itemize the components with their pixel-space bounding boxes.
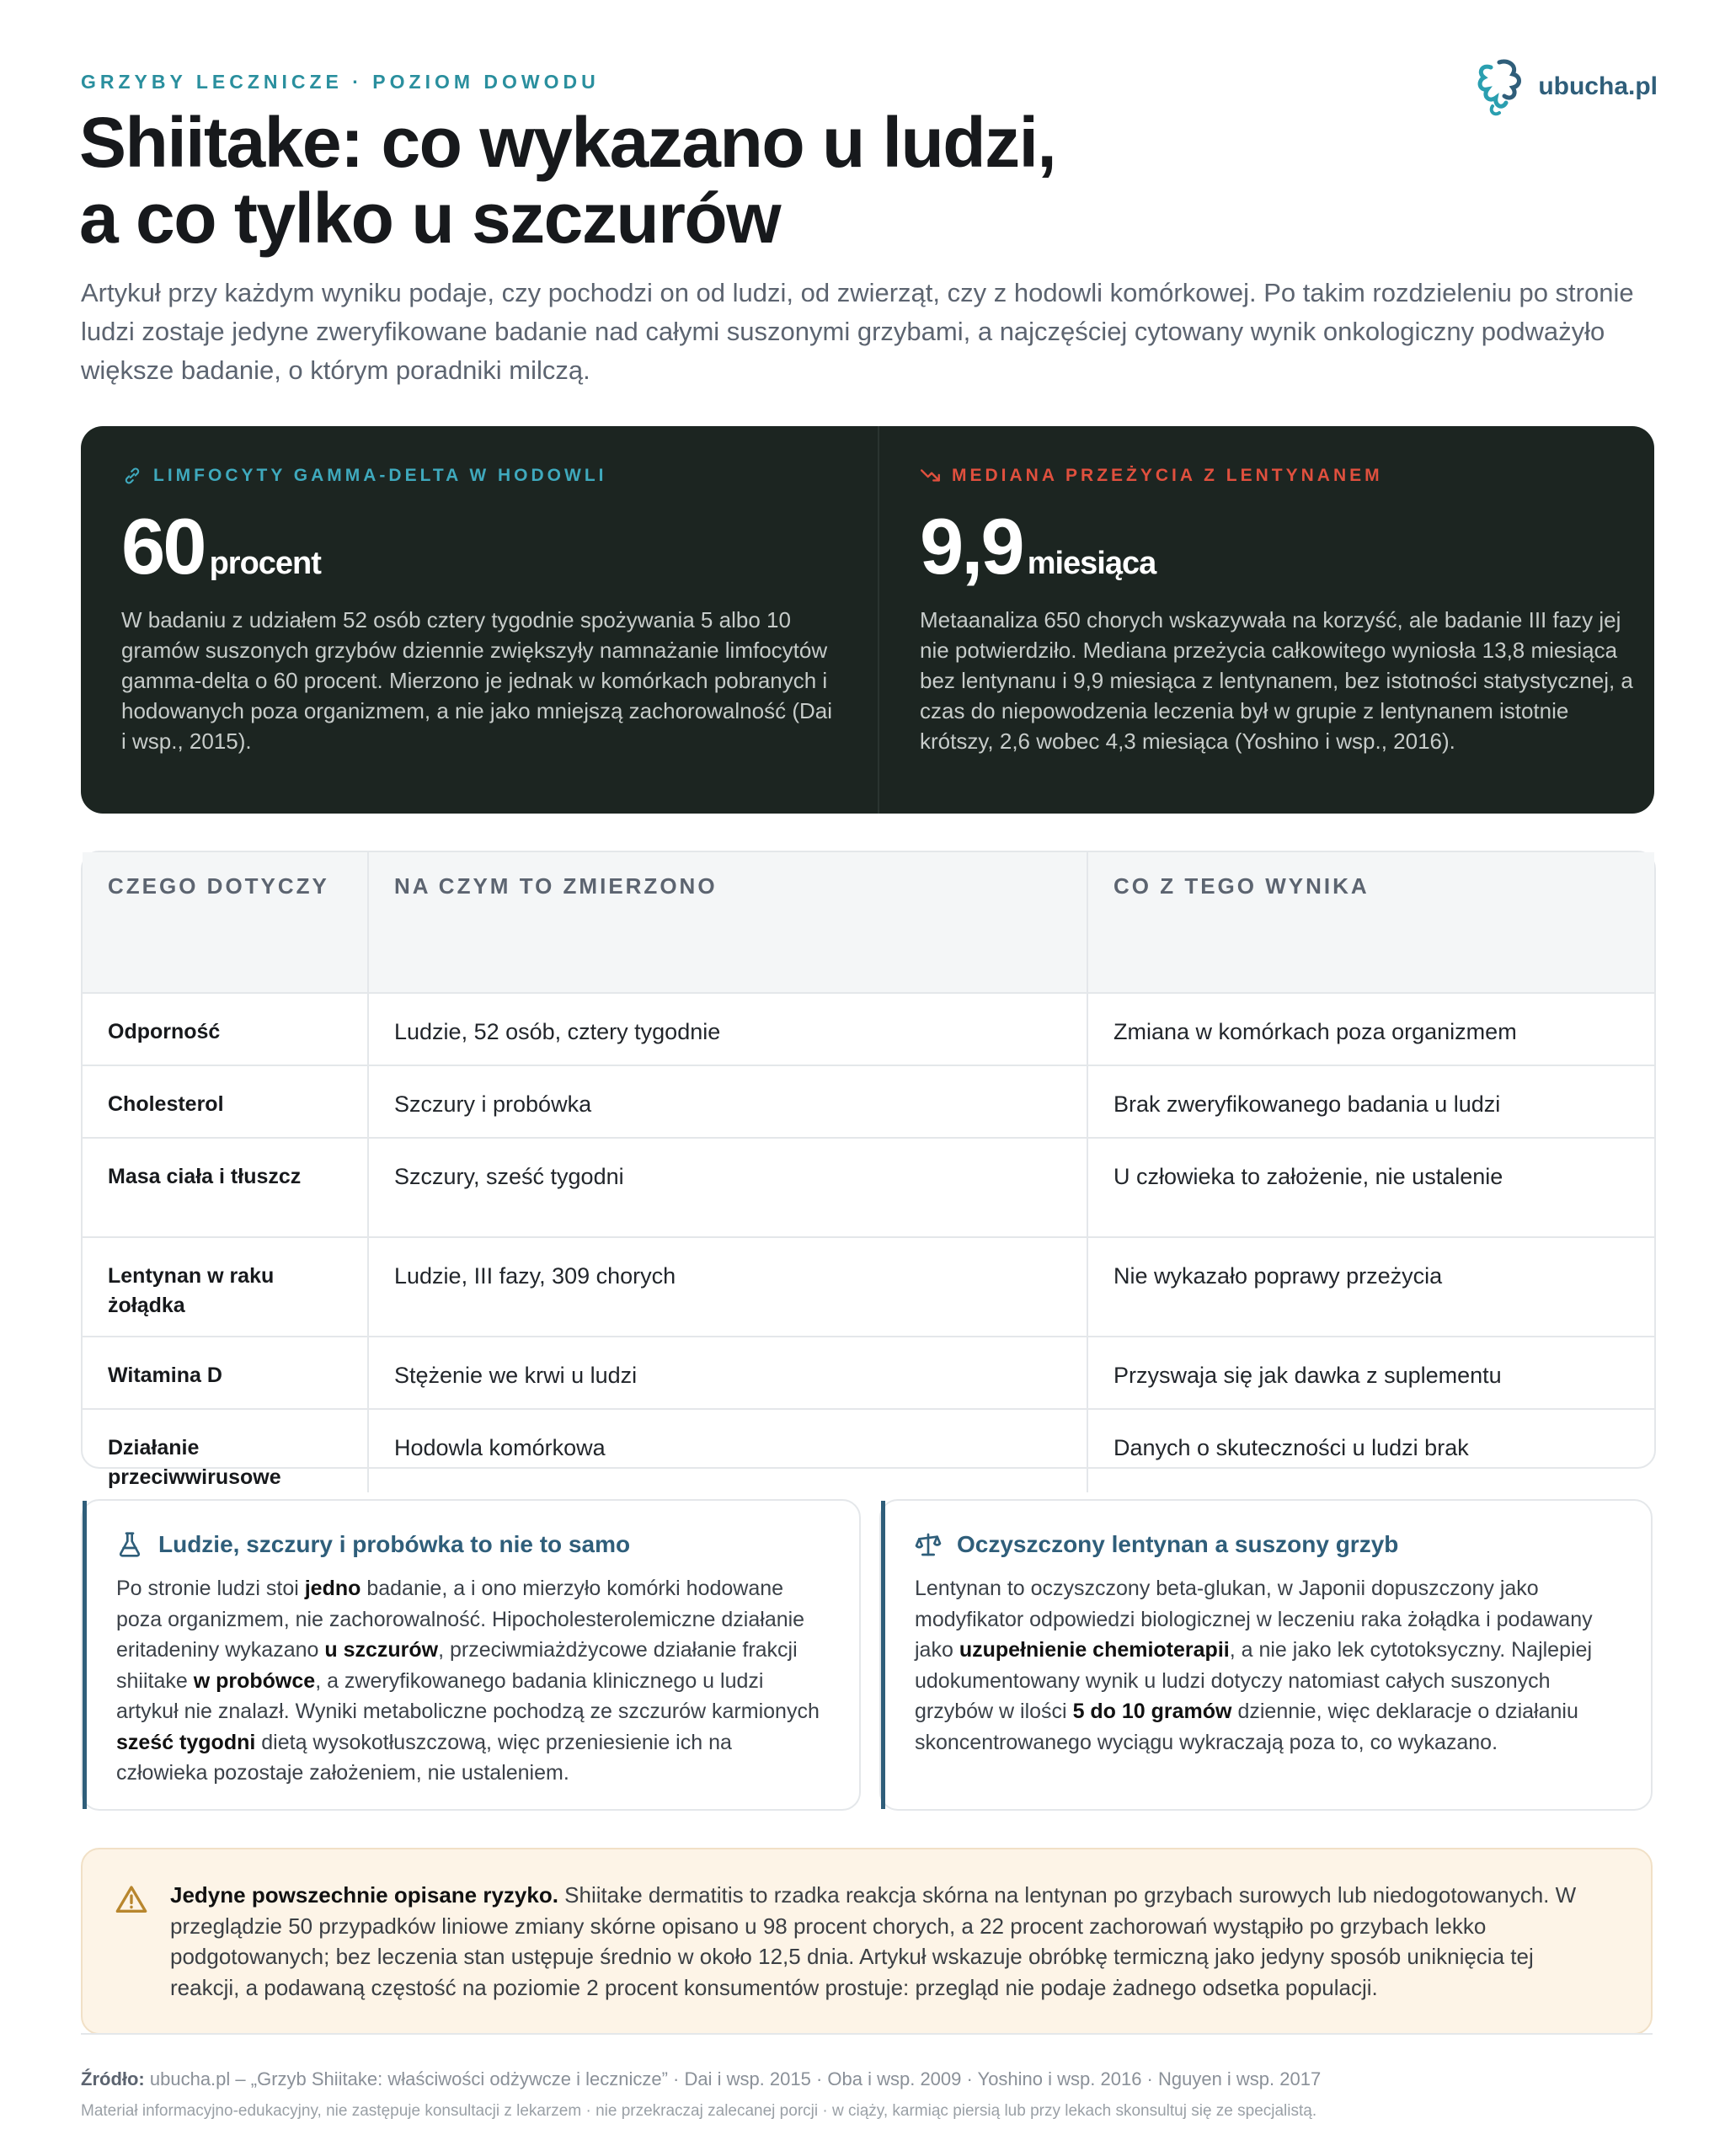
card-title: Ludzie, szczury i probówka to nie to samo: [158, 1531, 631, 1557]
table-row: [83, 1409, 1654, 1492]
title-line-1: Shiitake: co wykazano u ludzi,: [79, 103, 1056, 182]
stat-unit: procent: [209, 546, 321, 581]
table-cell-result: Zmiana w komórkach poza organizmem: [1087, 993, 1654, 1065]
stat-value-row: [920, 502, 1636, 590]
column-header: CO Z TEGO WYNIKA: [1087, 852, 1654, 993]
table-row: [83, 1138, 1654, 1237]
scale-icon: [915, 1531, 942, 1558]
table-cell-measured: Stężenie we krwi u ludzi: [368, 1337, 1087, 1409]
info-card-lentinan: [879, 1499, 1653, 1811]
card-body: [915, 1573, 1621, 1758]
emphasis: 5 do 10 gramów: [1072, 1700, 1232, 1723]
source-line: [81, 2068, 1321, 2090]
kicker: GRZYBY LECZNICZE · POZIOM DOWODU: [81, 71, 600, 93]
table-cell-measured: Szczury, sześć tygodni: [368, 1138, 1087, 1237]
emphasis: jedno: [304, 1577, 361, 1600]
flask-icon: [116, 1531, 143, 1558]
warning-body: Shiitake dermatitis to rzadka reakcja skórna na lentynan po grzybach surowych lub niedogotowanych. W przeglądzie 50 przypadków liniowe zmiany skórne opisano u 98 procent chorych, a 22 procent zachorowań wystąpiło po grzybach lekko podgotowanych; bez leczenia stan ustępuje średnio w około 12,5 dnia. Artykuł wskazuje obróbkę termiczną jako jedyny sposób uniknięcia tej reakcji, a podawaną częstość na poziomie 2 procent konsumentów prostuje: przegląd nie podaje żadnego odsetka populacji.: [170, 1882, 1577, 2000]
warning-text: [170, 1880, 1592, 2003]
column-header: CZEGO DOTYCZY: [83, 852, 368, 993]
stat-label-row: [121, 465, 837, 487]
table-cell-measured: Ludzie, 52 osób, cztery tygodnie: [368, 993, 1087, 1065]
risk-warning-box: [81, 1848, 1653, 2035]
stat-value: 60: [121, 502, 205, 590]
table-row: [83, 993, 1654, 1065]
table-cell-result: U człowieka to założenie, nie ustalenie: [1087, 1138, 1654, 1237]
table-cell-topic: Lentynan w raku żołądka: [83, 1237, 368, 1337]
mushroom-swirl-icon: [1474, 56, 1526, 118]
table-cell-topic: Witamina D: [83, 1337, 368, 1409]
table-cell-measured: Szczury i probówka: [368, 1065, 1087, 1138]
table-cell-result: Nie wykazało poprawy przeżycia: [1087, 1237, 1654, 1337]
text-run: dziennie, więc deklaracje o działaniu skoncentrowanego wyciągu wykraczają poza to, co wykazano.: [915, 1700, 1578, 1754]
link-icon: [121, 465, 143, 487]
title-line-2: a co tylko u szczurów: [79, 179, 781, 258]
table-cell-topic: Działanie przeciwwirusowe: [83, 1409, 368, 1492]
stat-description: W badaniu z udziałem 52 osób cztery tygodnie spożywania 5 albo 10 gramów suszonych grzybów dziennie zwiększyły namnażanie limfocytów gamma-delta o 60 procent. Mierzono je jednak w komórkach pobranych i hodowanych poza organizmem, a nie jako mniejszą zachorowalność (Dai i wsp., 2015).: [121, 607, 832, 754]
emphasis: sześć tygodni: [116, 1730, 256, 1754]
card-body: [116, 1573, 829, 1789]
column-header: NA CZYM TO ZMIERZONO: [368, 852, 1087, 993]
stat-unit: miesiąca: [1027, 546, 1156, 581]
disclaimer: Materiał informacyjno-edukacyjny, nie zastępuje konsultacji z lekarzem · nie przekraczaj zalecanej porcji · w ciąży, karmiąc piersią lub przy lekach skonsultuj się ze specjalistą.: [81, 2102, 1317, 2120]
text-run: Lentynan to oczyszczony beta-glukan, w Japonii dopuszczony jako modyfikator odpowiedzi biologicznej w leczeniu raka żołądka i podawany jako: [915, 1577, 1593, 1662]
stat-label: MEDIANA PRZEŻYCIA Z LENTYNANEM: [952, 466, 1383, 485]
info-card-evidence-levels: [81, 1499, 861, 1811]
stat-gamma-delta: [81, 426, 878, 814]
table-row: [83, 1065, 1654, 1138]
table-cell-result: Przyswaja się jak dawka z suplementu: [1087, 1337, 1654, 1409]
card-title: Oczyszczony lentynan a suszony grzyb: [957, 1531, 1399, 1557]
emphasis: u szczurów: [324, 1638, 439, 1662]
table-cell-result: Brak zweryfikowanego badania u ludzi: [1087, 1065, 1654, 1138]
stat-value-row: [121, 502, 837, 590]
stat-label: LIMFOCYTY GAMMA-DELTA W HODOWLI: [153, 466, 607, 485]
table-cell-measured: Hodowla komórkowa: [368, 1409, 1087, 1492]
table-row: [83, 1337, 1654, 1409]
emphasis: w probówce: [193, 1668, 316, 1693]
text-run: Po stronie ludzi stoi: [116, 1577, 305, 1600]
emphasis: uzupełnienie chemioterapii: [959, 1638, 1230, 1662]
table-cell-topic: Masa ciała i tłuszcz: [83, 1138, 368, 1237]
table-cell-topic: Cholesterol: [83, 1065, 368, 1138]
brand-logo[interactable]: [1474, 56, 1658, 118]
stat-survival: [878, 426, 1676, 814]
table-row: [83, 1237, 1654, 1337]
warning-triangle-icon: [115, 1883, 148, 1917]
evidence-table: [81, 851, 1656, 1489]
stats-panel: [81, 426, 1654, 814]
source-label: Źródło:: [81, 2068, 145, 2089]
table-cell-result: Danych o skuteczności u ludzi brak: [1087, 1409, 1654, 1492]
card-header: [116, 1531, 630, 1558]
trend-down-icon: [920, 465, 942, 487]
stat-value: 9,9: [920, 502, 1023, 590]
warning-lead: Jedyne powszechnie opisane ryzyko.: [170, 1882, 558, 1908]
card-header: [915, 1531, 1398, 1558]
text-run: dietą wysokotłuszczową, więc przeniesienie ich na człowieka pozostaje założeniem, nie ustaleniem.: [116, 1730, 732, 1785]
text-run: badanie, a i ono mierzyło komórki hodowane poza organizmem, nie zachorowalność. Hipocholesterolemiczne działanie eritadeniny wykazano: [116, 1577, 805, 1662]
footer-divider: [81, 2033, 1653, 2035]
text-run: , a nie jako lek cytotoksyczny. Najlepiej udokumentowany wynik u ludzi dotyczy natomiast całych suszonych grzybów w ilości: [915, 1638, 1593, 1723]
page-title: [79, 104, 1343, 256]
text-run: , a zweryfikowanego badania klinicznego u ludzi artykuł nie znalazł. Wyniki metaboliczne pochodzą ze szczurów karmionych: [116, 1668, 820, 1723]
brand-name: ubucha.pl: [1538, 72, 1658, 100]
text-run: , przeciwmiażdżycowe działanie frakcji shiitake: [116, 1638, 798, 1693]
source-text: ubucha.pl – „Grzyb Shiitake: właściwości odżywcze i lecznicze” · Dai i wsp. 2015 · Oba i wsp. 2009 · Yoshino i wsp. 2016 · Nguyen i wsp. 2017: [144, 2068, 1322, 2089]
table-cell-measured: Ludzie, III fazy, 309 chorych: [368, 1237, 1087, 1337]
stat-description: Metaanaliza 650 chorych wskazywała na korzyść, ale badanie III fazy jej nie potwierdziło. Mediana przeżycia całkowitego wyniosła 13,8 miesiąca bez lentynanu i 9,9 miesiąca z lentynanem, bez istotności statystycznej, a czas do niepowodzenia leczenia był w grupie z lentynanem istotnie krótszy, 2,6 wobec 4,3 miesiąca (Yoshino i wsp., 2016).: [920, 607, 1633, 754]
stat-label-row: [920, 465, 1636, 487]
table-cell-topic: Odporność: [83, 993, 368, 1065]
table-header-row: [83, 852, 1654, 993]
lede-paragraph: Artykuł przy każdym wyniku podaje, czy pochodzi on od ludzi, od zwierząt, czy z hodowli komórkowej. Po takim rozdzieleniu po stronie ludzi zostaje jedyne zweryfikowane badanie nad całymi suszonymi grzybami, a najczęściej cytowany wynik onkologiczny podważyło większe badanie, o którym poradniki milczą.: [81, 278, 1634, 385]
